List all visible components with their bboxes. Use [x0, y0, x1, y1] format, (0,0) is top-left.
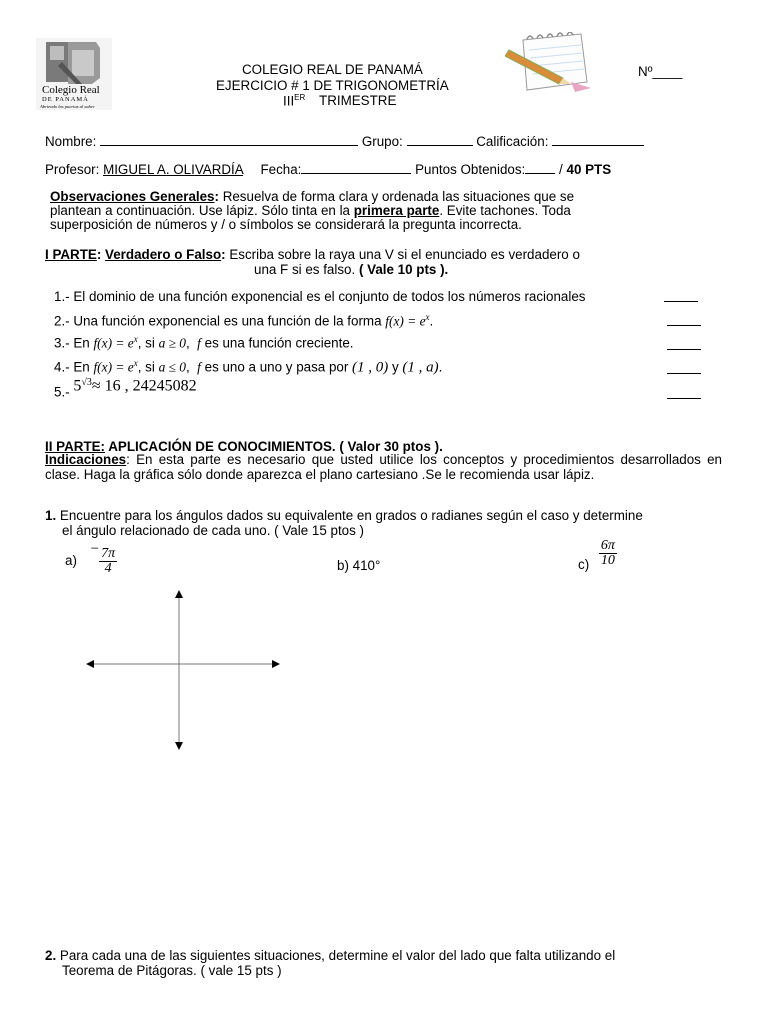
tf-item-5-exp: √3 [81, 377, 92, 388]
item-a-sign: − [90, 541, 100, 557]
term-roman: III [283, 93, 295, 109]
term-word: TRIMESTRE [319, 93, 397, 109]
date-label: Fecha: [260, 162, 302, 177]
question-2 [45, 949, 615, 978]
tf-item-5: 5.- $5^{√3}\approx 16$ , 24245082 [54, 377, 197, 400]
exercise-title: EJERCICIO # 1 DE TRIGONOMETRÍA [216, 78, 449, 93]
observations-text2b: . Evite tachones. Toda [439, 203, 571, 218]
teacher-row [45, 162, 611, 177]
term-sup: ER [294, 93, 306, 102]
item-a-label: a) [65, 553, 77, 568]
tf-item-4-point2: (1 , a) [402, 359, 439, 376]
question-2-text2: Teorema de Pitágoras. ( vale 15 pts ) [62, 962, 282, 978]
part1-instr1: Escriba sobre la raya una V si el enunciado es verdadero o [225, 247, 580, 262]
tf-answer-3[interactable] [667, 348, 701, 350]
cartesian-axes-icon [84, 588, 284, 753]
question-1-text2: el ángulo relacionado de cada uno. ( Vale 15 ptos ) [62, 522, 364, 538]
part1-type: Verdadero o Falso [105, 247, 222, 262]
tf-answer-2[interactable] [667, 324, 701, 326]
tf-answer-5[interactable] [667, 397, 701, 399]
logo-subname: DE PANAMÁ [42, 96, 89, 103]
points-separator: / [559, 162, 563, 177]
indications-text: : En esta parte es necesario que usted utilice los conceptos y procedimientos desarrollados en clase. Haga la gráfica sólo donde aparezca el plano cartesiano .Se le recomienda usar lápiz. [45, 452, 722, 482]
cartesian-plane[interactable] [84, 588, 284, 753]
part1-colon: : [96, 247, 102, 262]
grade-label: Calificación: [476, 134, 549, 149]
school-name: COLEGIO REAL DE PANAMÁ [242, 62, 423, 77]
item-a [65, 541, 117, 576]
tf-item-2-text: 2.- Una función exponencial es una función de la forma [54, 313, 386, 329]
tf-item-4-formula: f(x) = e [93, 359, 134, 375]
logo-name: Colegio Real [42, 84, 100, 96]
question-1 [45, 509, 643, 538]
question-2-text1: Para cada una de las siguientes situaciones, determine el valor del lado que falta utilizando el [56, 948, 616, 963]
tf-item-4-condition: a ≤ 0 [158, 359, 186, 375]
name-row [45, 134, 644, 149]
part2-title: APLICACIÓN DE CONOCIMIENTOS. ( Valor 30 ptos ). [105, 439, 443, 454]
tf-item-2-formula: f(x) = e [385, 313, 426, 329]
part2-indications [45, 453, 722, 482]
name-field[interactable] [100, 134, 358, 146]
observations-text1: Resuelva de forma clara y ordenada las situaciones que se [218, 189, 575, 204]
name-label: Nombre: [45, 134, 97, 149]
tf-item-3: 3.- En $f(x) = e^x$, si a ≥ 0, f es una función creciente. [54, 334, 354, 351]
tf-item-2: 2.- Una función exponencial es una función de la forma $f(x) = e^x$. [54, 312, 434, 329]
observations-block [50, 190, 574, 232]
tf-item-1-text: 1.- El dominio de una función exponencial es el conjunto de todos los números racionales [54, 289, 586, 304]
exam-number[interactable]: Nº____ [638, 64, 683, 79]
tf-item-5-value: ≈ 16 , 24245082 [91, 377, 197, 395]
part1-instr2: una F si es falso. [254, 262, 359, 277]
notebook-pencil-icon [505, 32, 595, 94]
points-field[interactable] [525, 162, 555, 174]
tf-answer-4[interactable] [667, 372, 701, 374]
date-field[interactable] [301, 162, 411, 174]
item-c [578, 539, 617, 572]
group-field[interactable] [407, 134, 473, 146]
observations-colon: : [214, 189, 219, 204]
indications-label: Indicaciones [45, 452, 127, 467]
teacher-name: MIGUEL A. OLIVARDÍA [103, 162, 243, 177]
term-line [283, 93, 396, 108]
part1-label: I PARTE [45, 247, 97, 262]
tf-item-3-condition: a ≥ 0 [158, 335, 186, 351]
tf-item-5-base: 5 [73, 377, 82, 395]
observations-text3: superposición de números y / o símbolos se considerará la pregunta incorrecta. [50, 217, 522, 232]
observations-text2a: plantean a continuación. Use lápiz. Sólo tinta en la [50, 203, 354, 218]
tf-item-1 [54, 289, 586, 304]
part1-heading: I PARTE: Verdadero o Falso: Escriba sobre la raya una V si el enunciado es verdadero o una F si es falso. ( Vale 10 pts ). [45, 247, 580, 277]
tf-answer-1[interactable] [664, 300, 698, 302]
points-label: Puntos Obtenidos: [415, 162, 526, 177]
logo-motto: Abriendo las puertas al saber [40, 104, 95, 109]
group-label: Grupo: [361, 134, 403, 149]
school-logo [36, 38, 112, 110]
item-a-fraction: $\frac{7\pi}{4}$ [101, 546, 116, 576]
observations-title: Observaciones Generales [50, 189, 215, 204]
question-1-number: 1. [45, 508, 57, 523]
points-total: 40 PTS [566, 162, 612, 177]
tf-item-3-formula: f(x) = e [93, 335, 134, 351]
part2-label: II PARTE: [45, 439, 106, 454]
question-2-number: 2. [45, 948, 57, 963]
tf-item-4-point1: (1 , 0) [352, 359, 389, 376]
item-c-label: c) [578, 557, 590, 573]
question-1-text1: Encuentre para los ángulos dados su equivalente en grados o radianes según el caso y determine [56, 508, 643, 523]
grade-field[interactable] [552, 134, 644, 146]
part1-value: ( Vale 10 pts ). [358, 262, 449, 277]
teacher-label: Profesor: [45, 162, 100, 177]
tf-item-2-exp: x [425, 312, 430, 322]
item-b: b) 410° [337, 558, 381, 573]
tf-item-4: 4.- En $f(x) = e^x$, si a ≤ 0, f es uno a uno y pasa por (1 , 0) y (1 , a). [54, 358, 443, 376]
item-c-fraction: $\frac{6\pi}{10}$ [600, 538, 615, 568]
observations-first-part: primera parte [353, 203, 440, 218]
